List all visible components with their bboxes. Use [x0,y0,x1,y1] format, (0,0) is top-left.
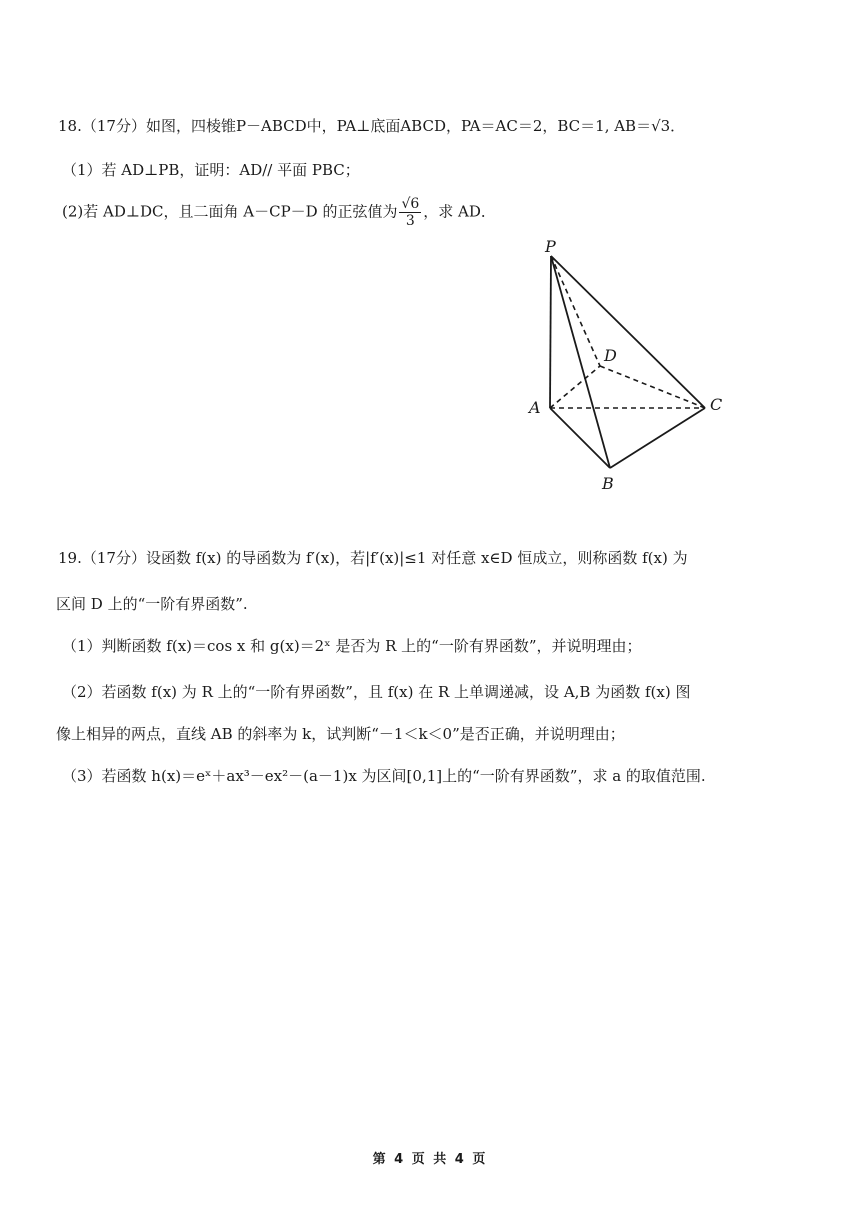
edge-ad [550,366,600,408]
q18-stem: 18.（17分）如图，四棱锥P－ABCD中，PA⊥底面ABCD，PA＝AC＝2，BC＝1, AB＝√3． [58,117,686,135]
label-c: C [710,395,723,414]
q19-part2-line2: 像上相异的两点，直线 AB 的斜率为 k，试判断“－1＜k＜0”是否正确，并说明理由； [56,725,625,743]
q18-part2-tail: ，求 AD． [423,202,496,221]
pyramid-figure [520,236,740,496]
q19-part2-line1: （2）若函数 f(x) 为 R 上的“一阶有界函数”，且 f(x) 在 R 上单调递减，设 A,B 为函数 f(x) 图 [62,683,691,701]
q19-stem-line2: 区间 D 上的“一阶有界函数”. [56,595,248,613]
fraction-denominator: 3 [405,213,415,229]
edge-pc [551,256,705,408]
edge-pb [551,256,610,468]
fraction [399,196,421,229]
edge-pd [551,256,600,366]
fraction-numerator: √6 [401,196,420,212]
edge-dc [600,366,705,408]
page-footer: 第 4 页 共 4 页 [372,1152,488,1167]
label-a: A [529,398,541,417]
edge-bc [610,408,705,468]
q18-part2-text: (2)若 AD⊥DC，且二面角 A－CP－D 的正弦值为 [62,202,398,221]
q19-part1: （1）判断函数 f(x)＝cos x 和 g(x)＝2ˣ 是否为 R 上的“一阶有界函数”，并说明理由； [62,637,642,655]
label-p: P [545,237,556,256]
label-d: D [604,346,617,365]
q18-part1: （1）若 AD⊥PB，证明：AD// 平面 PBC； [62,161,360,179]
q19-stem-line1: 19.（17分）设函数 f(x) 的导函数为 f′(x)，若|f′(x)|≤1 对任意 x∈D 恒成立，则称函数 f(x) 为 [58,549,688,567]
q18-part2 [62,196,496,229]
edge-pa [550,256,551,408]
label-b: B [602,474,614,493]
q19-part3: （3）若函数 h(x)＝eˣ＋ax³－ex²－(a－1)x 为区间[0,1]上的“一阶有界函数”，求 a 的取值范围. [62,767,706,785]
